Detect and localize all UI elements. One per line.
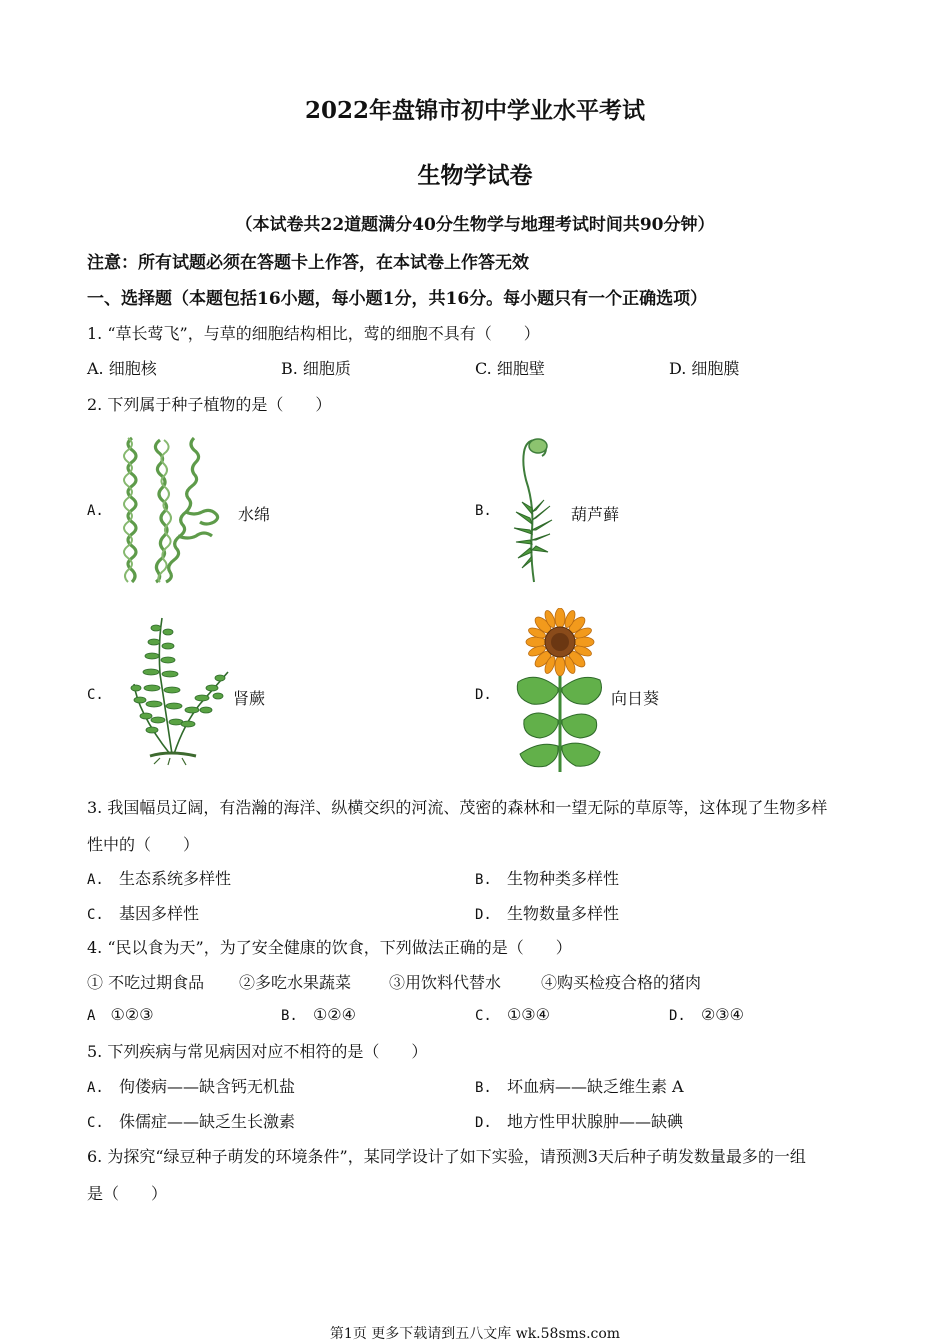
q2-option-c-name: 肾蕨 xyxy=(233,689,266,708)
q4-option-d-text: ②③④ xyxy=(700,1005,744,1024)
q2-option-a-name: 水绵 xyxy=(238,505,271,524)
notice: 注意：所有试题必须在答题卡上作答，在本试卷上作答无效 xyxy=(87,253,529,273)
q2-option-a-letter: A. xyxy=(87,503,104,519)
q3-option-a xyxy=(87,866,231,889)
q1-option-b: B. 细胞质 xyxy=(281,359,351,378)
exam-info: （本试卷共22道题满分40分生物学与地理考试时间共90分钟） xyxy=(235,215,715,235)
q5-option-a-text: 佝偻病——缺含钙无机盐 xyxy=(118,1077,295,1096)
q3-option-d xyxy=(475,901,619,924)
q4-option-c xyxy=(475,1005,550,1024)
q5-option-d-letter: D. xyxy=(475,1115,492,1131)
q4-option-b-letter: B. xyxy=(281,1008,298,1024)
q5-option-a-letter: A. xyxy=(87,1080,104,1096)
q4-item-1: ① 不吃过期食品 xyxy=(87,973,205,992)
q4-option-a-text: ①②③ xyxy=(110,1005,154,1024)
q4-item-3: ③用饮料代替水 xyxy=(389,973,502,992)
q2-option-c-letter: C. xyxy=(87,687,104,703)
q4-option-d-letter: D. xyxy=(669,1008,686,1024)
q5-option-d-text: 地方性甲状腺肿——缺碘 xyxy=(506,1112,683,1131)
q1-option-a: A. 细胞核 xyxy=(87,359,157,378)
q3-option-b xyxy=(475,866,619,889)
page-footer: 第1页 更多下载请到五八文库 wk.58sms.com xyxy=(329,1326,621,1342)
q1-option-c: C. 细胞壁 xyxy=(475,359,545,378)
q5-option-c-text: 侏儒症——缺乏生长激素 xyxy=(118,1112,295,1131)
q3-stem-line1: 3. 我国幅员辽阔，有浩瀚的海洋、纵横交织的河流、茂密的森林和一望无际的草原等，这体现了生物多样 xyxy=(87,798,828,817)
q3-stem-line2: 性中的（ ） xyxy=(87,835,200,854)
q5-option-c xyxy=(87,1109,295,1132)
q2-stem: 2. 下列属于种子植物的是（ ） xyxy=(87,395,332,414)
q5-option-a xyxy=(87,1074,295,1097)
q3-option-d-letter: D. xyxy=(475,907,492,923)
q3-option-b-text: 生物种类多样性 xyxy=(506,869,619,888)
q1-option-d: D. 细胞膜 xyxy=(669,359,740,378)
q2-option-d-name: 向日葵 xyxy=(611,689,660,708)
q5-option-b xyxy=(475,1074,684,1097)
q1-stem: 1. “草长莺飞”，与草的细胞结构相比，莺的细胞不具有（ ） xyxy=(87,324,540,343)
q3-option-d-text: 生物数量多样性 xyxy=(506,904,619,923)
q2-option-d-letter: D. xyxy=(475,687,492,703)
q5-option-b-letter: B. xyxy=(475,1080,492,1096)
moss-icon xyxy=(508,434,560,590)
q4-option-c-text: ①③④ xyxy=(506,1005,550,1024)
exam-title: 2022年盘锦市初中学业水平考试 xyxy=(304,97,645,124)
q4-option-b xyxy=(281,1005,356,1024)
q5-option-c-letter: C. xyxy=(87,1115,104,1131)
sunflower-icon xyxy=(510,608,610,777)
q2-option-b-letter: B. xyxy=(475,503,492,519)
q4-item-4: ④购买检疫合格的猪肉 xyxy=(541,973,702,992)
q3-option-a-text: 生态系统多样性 xyxy=(118,869,231,888)
q5-option-b-text: 坏血病——缺乏维生素 A xyxy=(506,1077,684,1096)
q5-stem: 5. 下列疾病与常见病因对应不相符的是（ ） xyxy=(87,1042,428,1061)
q2-option-b-name: 葫芦藓 xyxy=(571,505,620,524)
q6-stem-line2: 是（ ） xyxy=(87,1184,168,1203)
spirogyra-icon xyxy=(118,432,223,588)
q4-option-a-letter: A xyxy=(87,1008,96,1024)
exam-subtitle: 生物学试卷 xyxy=(417,162,533,189)
q3-option-c-letter: C. xyxy=(87,907,104,923)
q3-option-a-letter: A. xyxy=(87,872,104,888)
q4-item-2: ②多吃水果蔬菜 xyxy=(239,973,352,992)
q4-option-d xyxy=(669,1005,744,1024)
section-heading: 一、选择题（本题包括16小题，每小题1分，共16分。每小题只有一个正确选项） xyxy=(87,289,708,309)
q4-option-a xyxy=(87,1005,154,1024)
q5-option-d xyxy=(475,1109,683,1132)
q4-stem: 4. “民以食为天”，为了安全健康的饮食，下列做法正确的是（ ） xyxy=(87,938,572,957)
q6-stem-line1: 6. 为探究“绿豆种子萌发的环境条件”，某同学设计了如下实验，请预测3天后种子萌发数量最多的一组 xyxy=(87,1147,806,1166)
q3-option-c xyxy=(87,901,199,924)
q4-option-c-letter: C. xyxy=(475,1008,492,1024)
q3-option-b-letter: B. xyxy=(475,872,492,888)
q3-option-c-text: 基因多样性 xyxy=(118,904,199,923)
q4-option-b-text: ①②④ xyxy=(312,1005,356,1024)
fern-icon xyxy=(130,614,232,770)
